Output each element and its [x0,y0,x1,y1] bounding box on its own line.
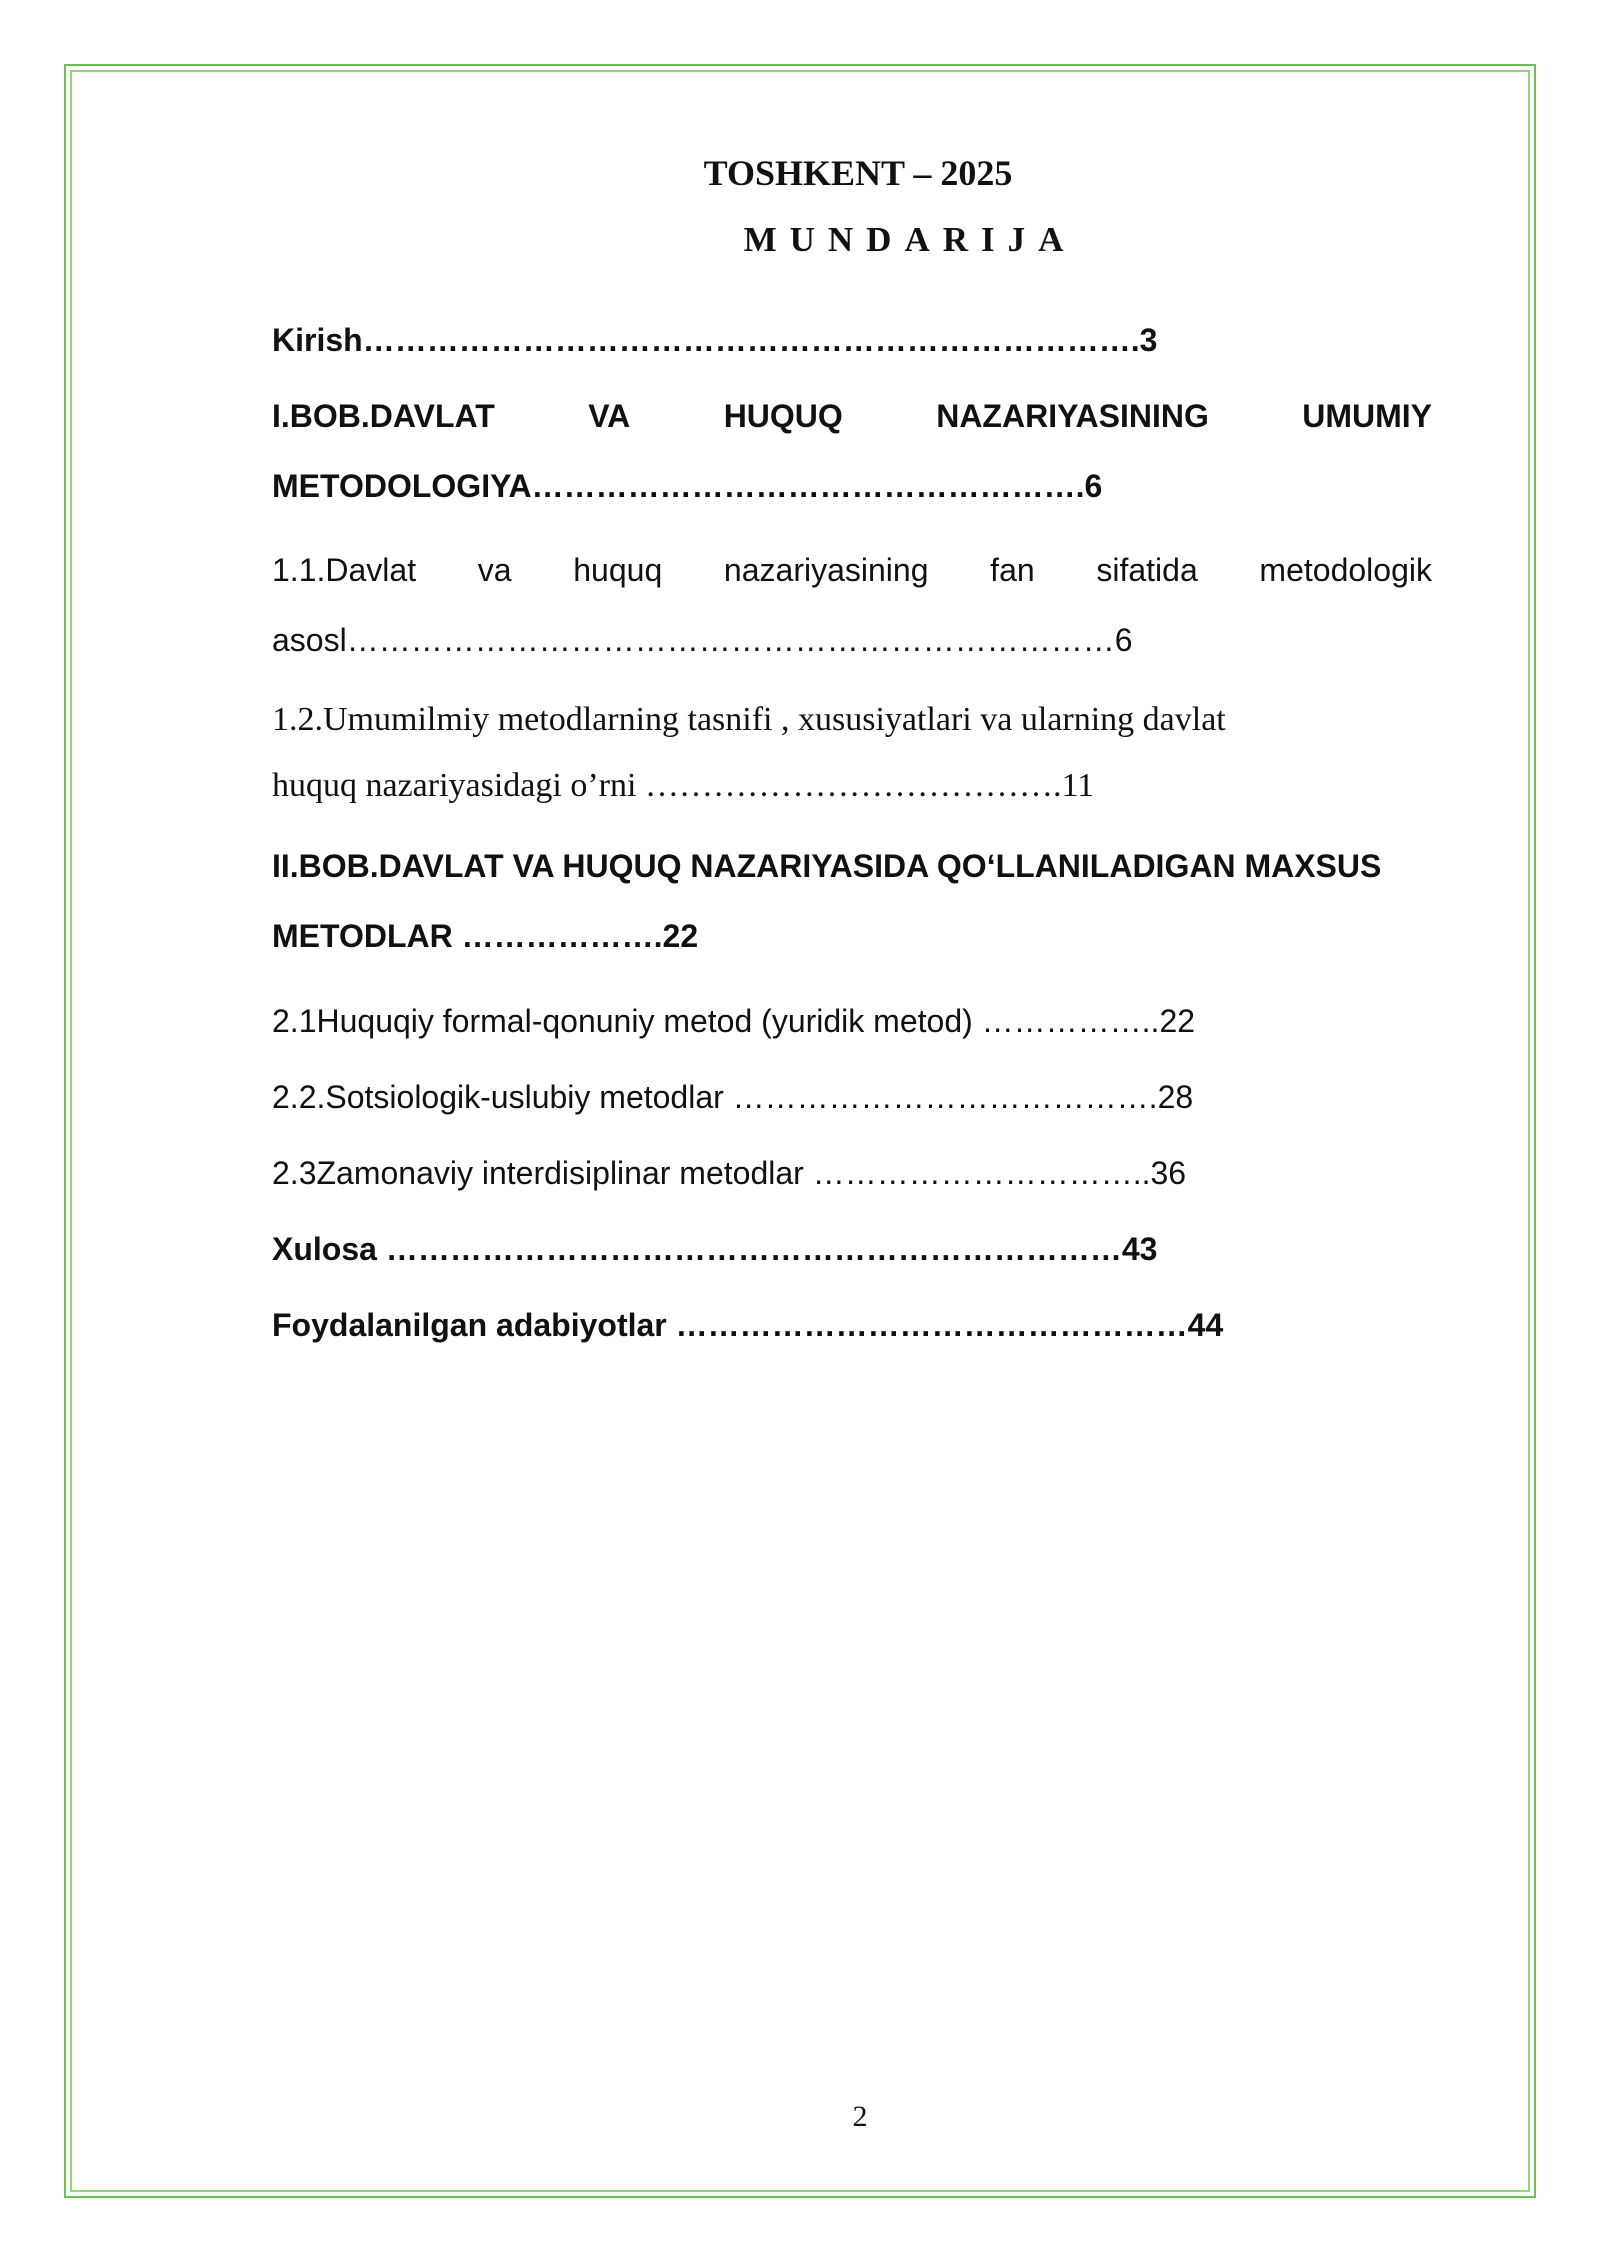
toc-entry-adabiyotlar: Foydalanilgan adabiyotlar …………………………………………44 [272,1307,1224,1343]
toc-entry-section-2-1: 2.1Huquqiy formal-qonuniy metod (yuridik metod) ……………..22 [272,1003,1196,1039]
toc-entry-section-1-2-line1: 1.2.Umumilmiy metodlarning tasnifi , xususiyatlari va ularning davlat [272,701,1226,738]
toc-entry-section-2-3: 2.3Zamonaviy interdisiplinar metodlar …………………………..36 [272,1155,1187,1191]
toc-entry-section-1-2-line2: huquq nazariyasidagi o’rni ……………………………….11 [272,767,1095,804]
city-year-heading: TOSHKENT – 2025 [703,153,1013,193]
toc-entry-chapter-2 [272,831,1432,971]
toc-entry-section-2-2: 2.2.Sotsiologik-uslubiy metodlar ………………………………….28 [272,1079,1194,1115]
toc-entry-chapter-2-line1: II.BOB.DAVLAT VA HUQUQ NAZARIYASIDA QOʻLLANILADIGAN MAXSUS [272,848,1382,884]
table-of-contents [272,305,1432,1363]
toc-entry-chapter-1 [272,381,1432,521]
page-number: 2 [852,2100,868,2133]
toc-entry-section-1-1-line1: 1.1.Davlat va huquq nazariyasining fan sifatida metodologik [272,552,1432,588]
toc-entry-section-1-2 [272,687,1432,819]
toc-entry-chapter-1-line1: I.BOB.DAVLAT VA HUQUQ NAZARIYASINING UMUMIY [272,398,1432,434]
toc-entry-chapter-2-line2: METODLAR ……………….22 [272,918,699,954]
toc-entry-section-1-1 [272,535,1432,675]
toc-entry-chapter-1-line2: METODOLOGIYA…………………………………………….6 [272,468,1103,504]
toc-entry-xulosa: Xulosa ……………………………………………………………43 [272,1231,1158,1267]
toc-entry-kirish: Kirish……………………………………………………………….3 [272,322,1158,358]
toc-entry-section-1-1-line2: asosl………………………………………………………………6 [272,622,1133,658]
toc-title: MUNDARIJA [743,220,1077,259]
